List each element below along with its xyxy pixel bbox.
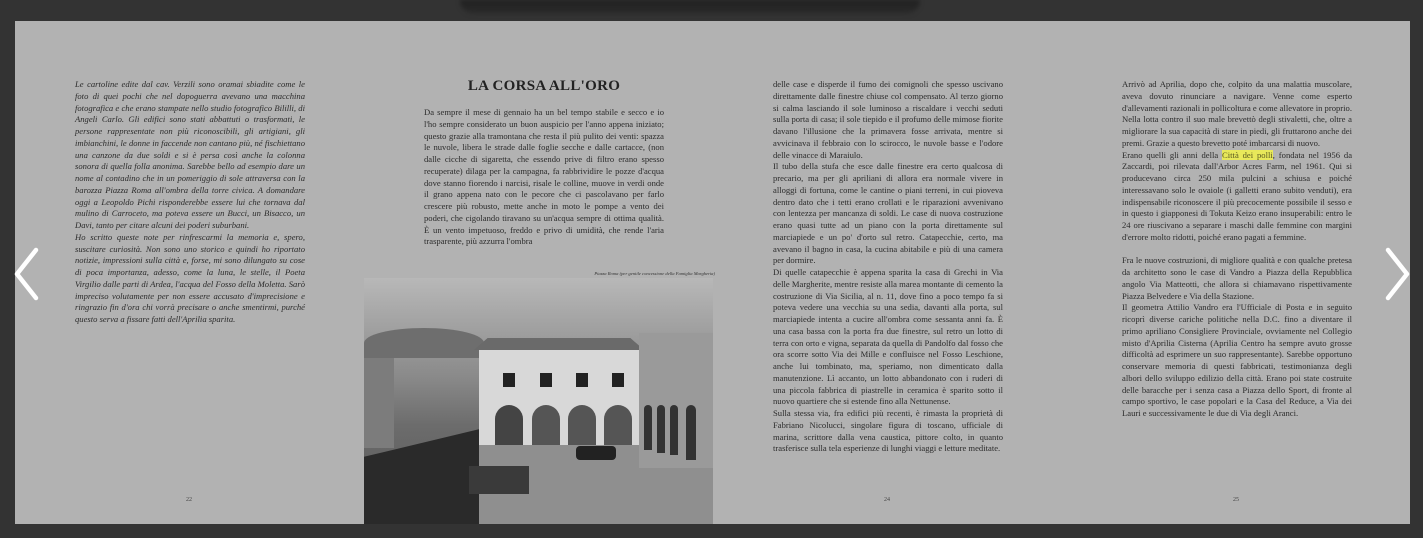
paragraph: delle case e disperde il fumo dei comignoli che spesso uscivano direttamente dalle finestre chiuse col compensato. Al terzo giorno si calma lasciando il sole luminoso a riscaldare i vecchi seduti sulla porta di casa; il sole tiepido e il profumo delle mimose fiorite davano l'illusione che la primavera fosse arrivata, mentre si avvicinava il febbraio con lo scirocco, le nuvole basse e l'odore delle vinacce di Maraiulo. xyxy=(773,79,1003,160)
paragraph: Le cartoline edite dal cav. Verzili sono oramai sbiadite come le foto di quei pochi che nel dopoguerra avevano una macchina fotografica e che erano stampate nello studio fotografico Bililli, di Angeli Carlo. Gli edifici sono stati abbattuti o trasformati, le persone rappresentate non più riconoscibili, gli artigiani, gli imbianchini, le donne in faccende non cantano più, né fischiettano una canzone da due soldi e si è persa così anche la colonna sonora di quella folla anonima. Sarebbe bello ad esempio dare un nome al contadino che in un pomeriggio di sole attraversa con la barozza Piazza Roma all'ombra della torre civica. A domandare oggi a Leopoldo Pichi risponderebbe essere lui che tornava dal mulino di Carroceto, ma poteva essere un Bucci, un Bisacco, un Davi, tanto per citare alcuni dei poderi suburbani. xyxy=(75,79,305,230)
text: , fondata nel 1956 da Zaccardi, poi rilevata dall'Arbor Acres Farm, nel 1961. Qui si producevano circa 250 mila pulcini a schiusa e poiché interessavano solo le ovaiole (i galletti erano subito venduti), era indispensabile riconoscere il più precocemente possibile il sesso e in questo i giapponesi di Tokuta Keizo erano insuperabili: entro le 24 ore riuscivano a separare i maschi dalle femmine con margini d'errore molto ridotti, poiché erano pagati a femmine. xyxy=(1122,149,1353,242)
toolbar-shadow xyxy=(460,0,920,14)
historic-photo-piazza-roma xyxy=(364,278,713,524)
page-22-text xyxy=(75,79,305,326)
photo-caption: Piazza Roma (per gentile concessione della Famiglia Margheria) xyxy=(594,271,715,276)
text: Erano quelli gli anni della xyxy=(1122,149,1223,160)
paragraph: Fra le nuove costruzioni, di migliore qualità e con qualche pretesa da architetto sono le case di Vandro a Piazza della Repubblica angolo Via Matteotti, che allora si chiamavano rispettivamente Piazza Belvedere e Via della Stazione. xyxy=(1122,255,1352,301)
paragraph: Arrivò ad Aprilia, dopo che, colpito da una malattia muscolare, aveva dovuto rinunciare a navigare. Venne come esperto d'allevamenti razionali in pollicoltura e come allevatore in proprio. Nella lotta contro il suo male brevettò degli stivaletti, che, oltre a migliorare la sua capacità di stare in piedi, gli fruttarono anche dei premi. Grazie a questo brevetto poté imbarcarsi di nuovo. xyxy=(1122,79,1352,148)
page-number: 24 xyxy=(884,497,890,503)
highlighted-text[interactable]: Città dei polli xyxy=(1222,149,1273,160)
paragraph xyxy=(1122,150,1352,244)
paragraph: Di quelle catapecchie è appena sparita la casa di Grechi in Via delle Margherite, mentre resiste alla marea montante di cemento la costruzione di Via Sicilia, al n. 11, dove fino a poco tempo fa si poteva vedere una vecchia su una sedia, davanti alla porta, sul marciapiede intenta a cucire all'ombra come sessanta anni fa. È una casa bassa con la porta fra due finestre, sul retro un lotto di terra con orto e vigna, separata da quella di Pandolfo dal fosso che ora scorre sotto Via dei Mille e confluisce nel Fosso Leschione, anche lui tombinato, ma, speriamo, non dimenticato dalla manutenzione. Lì accanto, un lotto abbandonato con i ruderi di una piccola fabbrica di piastrelle in ceramica è sparito sotto il nuovo quartiere che si estende fino alla Nettunense. xyxy=(773,267,1003,407)
page-24-text xyxy=(773,79,1003,455)
book-spread xyxy=(15,21,1410,524)
chapter-title: LA CORSA ALL'ORO xyxy=(467,78,621,94)
page-number: 25 xyxy=(1233,497,1239,503)
page-25-text xyxy=(1122,79,1352,420)
page-23-text xyxy=(424,107,664,248)
paragraph: Ho scritto queste note per rinfrescarmi la memoria e, spero, suscitare curiosità. Non sono uno storico e quindi ho riportato notizie, impressioni sulla città e, forse, mi sono dilungato su cose di poca importanza, adesso, come la luna, le stelle, il Poeta Virgilio dalle parti di Ardea, l'acqua del Fosso della Moletta. Sarò impreciso volutamente per non essere accusato d'imprecisione e ringrazio fin d'ora chi vorrà precisare o anche smentirmi, purché questo serva a fissare fatti dell'Aprilia sparita. xyxy=(75,231,305,324)
paragraph: Da sempre il mese di gennaio ha un bel tempo stabile e secco e io l'ho sempre considerato un buon auspicio per l'anno appena iniziato; questo grazie alla tramontana che resta il più pulito dei venti: spazza le nuvole, libera le strade dalle foglie secche e dalle cartacce, (non dalle cicche di sigaretta, che essendo prive di filtro erano spesso recuperate) dilaga per la campagna, fa rabbrividire le pozze d'acqua dove stanno fiorendo i narcisi, risale le colline, muove in verdi onde il grano appena nato con le pecore che ci pascolavano per farlo crescere più robusto, mette anche in moto le pompe a vento dei poderi, che cigolando tiravano su un'acqua sempre di ottima qualità. È un vento impetuoso, freddo e privo di umidità, che rende l'aria trasparente, più azzurra l'ombra xyxy=(424,107,664,247)
paragraph: Sulla stessa via, fra edifici più recenti, è rimasta la proprietà di Fabriano Nicolucci, singolare figura di toscano, ufficiale di marina, scrittore dalla vena caustica, pittore colto, in quanto trasferisce sulla tela esperienze di lunghi viaggi e letture meditate. xyxy=(773,408,1003,454)
paragraph: Il tubo della stufa che esce dalle finestre era certo qualcosa di precario, ma per gli apriliani di allora era normale vivere in alloggi di fortuna, come le cantine o piani terreni, in cui pioveva dentro dato che i tetti erano crollati e le riparazioni avvenivano con lentezza per mancanza di soldi. Le case di nuova costruzione erano quasi tutte ad un piano con la porta direttamente sul marciapiede e un po' d'orto sul retro. Catapecchie, certo, ma avevano il bagno in casa, la cucina abitabile e più di una camera per dormire. xyxy=(773,161,1003,266)
previous-page-button[interactable] xyxy=(12,246,42,302)
chevron-left-icon xyxy=(12,246,42,302)
chevron-right-icon xyxy=(1382,246,1412,302)
next-page-button[interactable] xyxy=(1382,246,1412,302)
paragraph: Il geometra Attilio Vandro era l'Ufficiale di Posta e in seguito ricoprì diverse cariche politiche nella D.C. fino a diventare il primo apriliano Consigliere Provinciale, ovviamente nel Collegio misto d'Aprilia Cisterna (Aprilia Centro ha sempre avuto grosse difficoltà ad esprimere un suo rappresentante). Sarebbe opportuno conservare memoria di questi fabbricati, testimonianza degli albori dello sviluppo edilizio della città. Erano poi state costruite delle baracche per i senza casa a Piazza dello Sport, di fronte al campo sportivo, le case popolari e la Casa del Reduce, a Via dei Lauri e successivamente le due di Via degli Aranci. xyxy=(1122,302,1352,418)
page-number: 22 xyxy=(186,497,192,503)
